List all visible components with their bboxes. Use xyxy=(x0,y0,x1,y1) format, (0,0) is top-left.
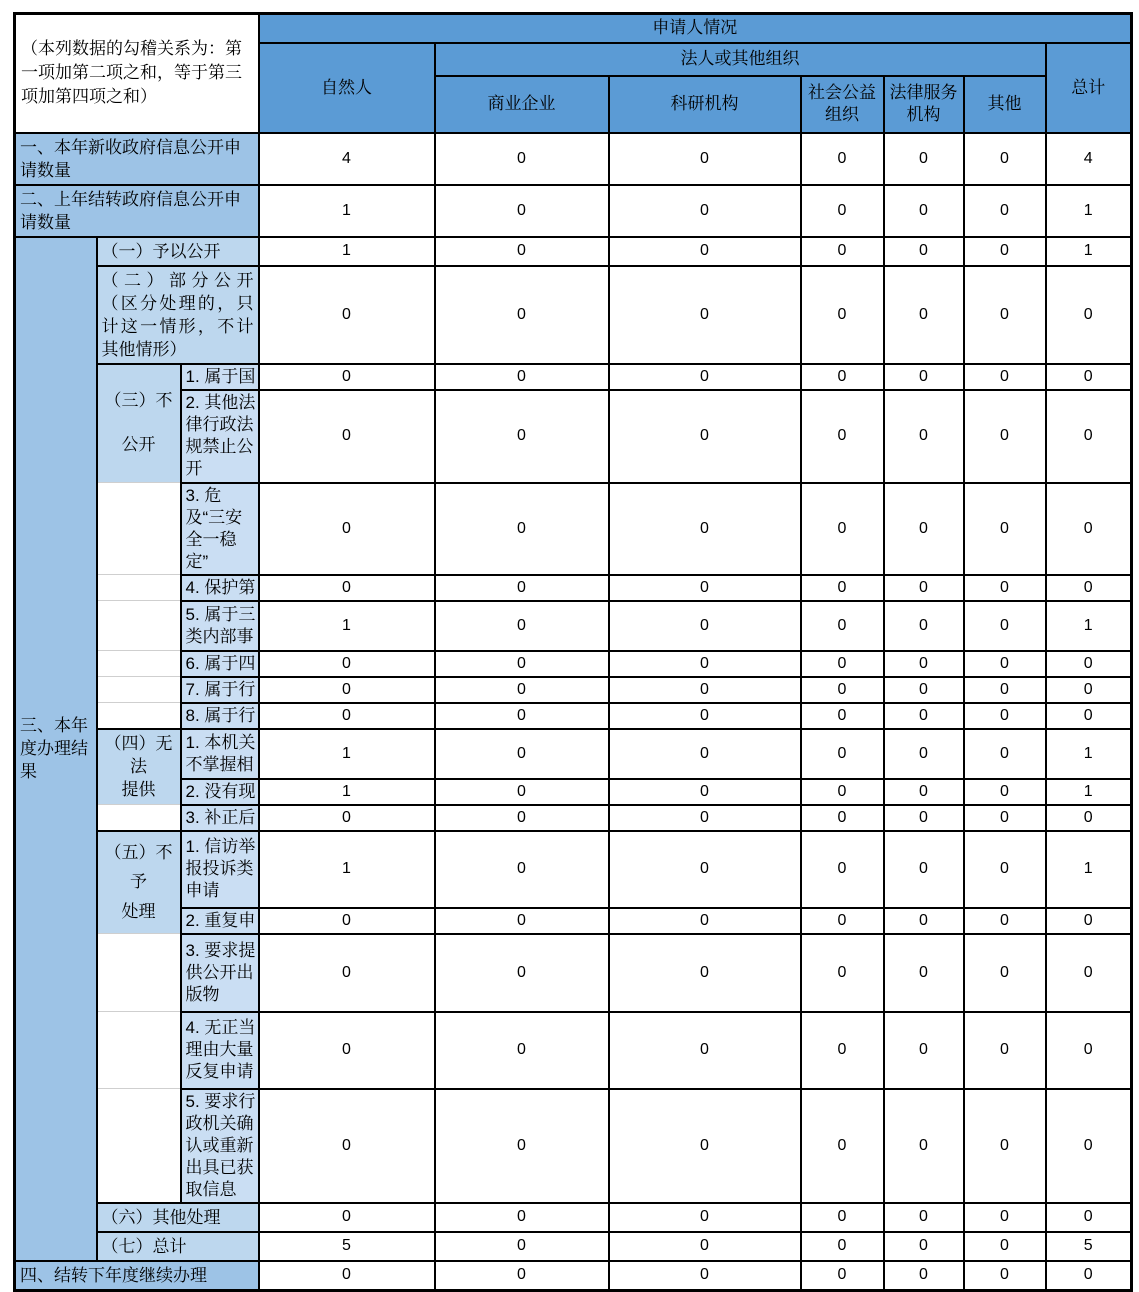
value-cell: 0 xyxy=(801,934,884,1012)
category-subtotal: （七）总计 xyxy=(97,1232,259,1261)
category-line: 予 xyxy=(130,872,147,892)
empty-cell xyxy=(97,703,181,729)
value-cell: 0 xyxy=(801,237,884,266)
value-cell: 0 xyxy=(964,1203,1046,1232)
value-cell: 0 xyxy=(1046,390,1132,483)
value-cell: 0 xyxy=(801,805,884,831)
value-cell: 0 xyxy=(1046,908,1132,934)
value-cell: 0 xyxy=(884,934,964,1012)
value-cell: 0 xyxy=(435,601,609,651)
value-cell: 0 xyxy=(964,133,1046,185)
value-cell: 0 xyxy=(801,651,884,677)
value-cell: 0 xyxy=(609,133,801,185)
value-cell: 0 xyxy=(435,1203,609,1232)
value-cell: 0 xyxy=(884,1232,964,1261)
value-cell: 0 xyxy=(801,364,884,390)
value-cell: 0 xyxy=(801,1089,884,1203)
value-cell: 0 xyxy=(435,934,609,1012)
value-cell: 0 xyxy=(435,729,609,779)
value-cell: 0 xyxy=(1046,703,1132,729)
value-cell: 1 xyxy=(259,831,435,908)
sub-item-label: 2. 重复申 xyxy=(181,908,259,934)
empty-cell xyxy=(97,651,181,677)
value-cell: 0 xyxy=(435,483,609,575)
value-cell: 0 xyxy=(259,1261,435,1291)
value-cell: 0 xyxy=(884,185,964,237)
value-cell: 0 xyxy=(884,805,964,831)
value-cell: 0 xyxy=(435,1012,609,1089)
sub-item-label: 3. 危及“三安全一稳定” xyxy=(181,483,259,575)
value-cell: 0 xyxy=(259,266,435,364)
value-cell: 0 xyxy=(884,575,964,601)
category-line: 公开 xyxy=(121,435,156,455)
value-cell: 0 xyxy=(964,908,1046,934)
value-cell: 0 xyxy=(964,483,1046,575)
value-cell: 1 xyxy=(259,237,435,266)
value-cell: 0 xyxy=(964,651,1046,677)
value-cell: 0 xyxy=(1046,1089,1132,1203)
value-cell: 5 xyxy=(259,1232,435,1261)
value-cell: 0 xyxy=(1046,651,1132,677)
header-total: 总计 xyxy=(1046,43,1132,133)
value-cell: 0 xyxy=(801,483,884,575)
header-natural-person: 自然人 xyxy=(259,43,435,133)
category-not-processed xyxy=(97,831,181,934)
value-cell: 0 xyxy=(1046,364,1132,390)
value-cell: 0 xyxy=(964,575,1046,601)
value-cell: 0 xyxy=(964,364,1046,390)
value-cell: 0 xyxy=(884,364,964,390)
sub-item-label: 3. 补正后 xyxy=(181,805,259,831)
sub-item-label: 3. 要求提供公开出版物 xyxy=(181,934,259,1012)
sub-item-label: 7. 属于行 xyxy=(181,677,259,703)
value-cell: 0 xyxy=(801,703,884,729)
value-cell: 0 xyxy=(884,1203,964,1232)
category-line: 法 xyxy=(130,756,147,776)
value-cell: 0 xyxy=(259,934,435,1012)
value-cell: 0 xyxy=(609,483,801,575)
value-cell: 0 xyxy=(609,703,801,729)
category-not-disclosed xyxy=(97,364,181,483)
value-cell: 0 xyxy=(964,1089,1046,1203)
category-line: （三）不 xyxy=(104,391,173,411)
value-cell: 0 xyxy=(259,908,435,934)
value-cell: 0 xyxy=(259,805,435,831)
category-line: （四）无 xyxy=(104,733,173,753)
value-cell: 0 xyxy=(884,831,964,908)
sub-item-label: 6. 属于四 xyxy=(181,651,259,677)
value-cell: 0 xyxy=(964,266,1046,364)
value-cell: 0 xyxy=(435,805,609,831)
value-cell: 0 xyxy=(884,483,964,575)
empty-cell xyxy=(97,1012,181,1089)
value-cell: 0 xyxy=(964,601,1046,651)
value-cell: 0 xyxy=(435,1089,609,1203)
value-cell: 0 xyxy=(1046,1012,1132,1089)
sub-item-label: 4. 保护第 xyxy=(181,575,259,601)
value-cell: 0 xyxy=(801,390,884,483)
value-cell: 0 xyxy=(801,1203,884,1232)
header-legal-service-org: 法律服务机构 xyxy=(884,76,964,133)
value-cell: 0 xyxy=(964,185,1046,237)
value-cell: 0 xyxy=(801,601,884,651)
sub-item-label: 2. 其他法律行政法规禁止公开 xyxy=(181,390,259,483)
value-cell: 0 xyxy=(884,908,964,934)
value-cell: 0 xyxy=(609,651,801,677)
value-cell: 0 xyxy=(1046,483,1132,575)
value-cell: 0 xyxy=(884,237,964,266)
empty-cell xyxy=(97,677,181,703)
value-cell: 0 xyxy=(609,677,801,703)
value-cell: 0 xyxy=(259,390,435,483)
value-cell: 0 xyxy=(884,779,964,805)
value-cell: 0 xyxy=(884,677,964,703)
value-cell: 0 xyxy=(964,1232,1046,1261)
value-cell: 0 xyxy=(1046,677,1132,703)
value-cell: 0 xyxy=(964,805,1046,831)
value-cell: 0 xyxy=(609,266,801,364)
value-cell: 0 xyxy=(964,831,1046,908)
value-cell: 0 xyxy=(435,575,609,601)
header-other-org: 其他 xyxy=(964,76,1046,133)
value-cell: 0 xyxy=(435,703,609,729)
sub-item-label: 1. 属于国 xyxy=(181,364,259,390)
value-cell: 0 xyxy=(964,390,1046,483)
value-cell: 0 xyxy=(435,779,609,805)
value-cell: 0 xyxy=(609,185,801,237)
category-line: （五）不 xyxy=(104,842,173,862)
value-cell: 0 xyxy=(1046,1261,1132,1291)
value-cell: 0 xyxy=(435,237,609,266)
value-cell: 0 xyxy=(1046,575,1132,601)
value-cell: 0 xyxy=(801,1012,884,1089)
value-cell: 0 xyxy=(964,934,1046,1012)
value-cell: 0 xyxy=(801,908,884,934)
sub-item-label: 4. 无正当理由大量反复申请 xyxy=(181,1012,259,1089)
value-cell: 0 xyxy=(964,1012,1046,1089)
sub-item-label: 2. 没有现 xyxy=(181,779,259,805)
empty-cell xyxy=(97,805,181,831)
value-cell: 0 xyxy=(609,1089,801,1203)
value-cell: 0 xyxy=(435,651,609,677)
header-legal-or-other-org: 法人或其他组织 xyxy=(435,43,1046,76)
value-cell: 0 xyxy=(884,601,964,651)
value-cell: 0 xyxy=(884,266,964,364)
category-other-handling: （六）其他处理 xyxy=(97,1203,259,1232)
value-cell: 0 xyxy=(609,601,801,651)
category-unable-to-provide-text xyxy=(99,732,179,802)
value-cell: 0 xyxy=(801,831,884,908)
value-cell: 0 xyxy=(259,1089,435,1203)
value-cell: 0 xyxy=(964,237,1046,266)
value-cell: 1 xyxy=(1046,237,1132,266)
category-partial: （二）部分公开（区分处理的，只计这一情形，不计其他情形） xyxy=(97,266,259,364)
value-cell: 1 xyxy=(259,185,435,237)
value-cell: 0 xyxy=(609,1012,801,1089)
value-cell: 0 xyxy=(801,1232,884,1261)
sub-item-label: 5. 属于三类内部事 xyxy=(181,601,259,651)
value-cell: 0 xyxy=(609,390,801,483)
value-cell: 0 xyxy=(435,831,609,908)
value-cell: 0 xyxy=(801,133,884,185)
value-cell: 1 xyxy=(1046,779,1132,805)
value-cell: 0 xyxy=(609,237,801,266)
header-research-institution: 科研机构 xyxy=(609,76,801,133)
empty-cell xyxy=(97,1089,181,1203)
value-cell: 0 xyxy=(609,908,801,934)
value-cell: 0 xyxy=(964,779,1046,805)
value-cell: 0 xyxy=(1046,934,1132,1012)
value-cell: 0 xyxy=(801,779,884,805)
value-cell: 0 xyxy=(435,185,609,237)
info-disclosure-table xyxy=(13,12,1133,1292)
value-cell: 0 xyxy=(964,703,1046,729)
empty-cell xyxy=(97,934,181,1012)
value-cell: 0 xyxy=(884,729,964,779)
value-cell: 0 xyxy=(884,1012,964,1089)
value-cell: 0 xyxy=(609,934,801,1012)
value-cell: 0 xyxy=(884,390,964,483)
value-cell: 0 xyxy=(884,133,964,185)
value-cell: 0 xyxy=(801,185,884,237)
header-applicant-situation: 申请人情况 xyxy=(259,14,1132,43)
value-cell: 1 xyxy=(259,729,435,779)
value-cell: 0 xyxy=(435,677,609,703)
value-cell: 0 xyxy=(259,677,435,703)
section-label-results: 三、本年度办理结果 xyxy=(15,237,97,1261)
value-cell: 0 xyxy=(884,1261,964,1291)
note-cell: （本列数据的勾稽关系为：第一项加第二项之和，等于第三项加第四项之和） xyxy=(15,14,259,133)
value-cell: 0 xyxy=(259,1203,435,1232)
value-cell: 0 xyxy=(609,729,801,779)
value-cell: 0 xyxy=(801,729,884,779)
category-line: 处理 xyxy=(121,901,156,921)
value-cell: 0 xyxy=(259,483,435,575)
value-cell: 0 xyxy=(1046,805,1132,831)
row-label-carry-to-next-year: 四、结转下年度继续办理 xyxy=(15,1261,259,1291)
value-cell: 0 xyxy=(884,651,964,677)
value-cell: 0 xyxy=(609,1261,801,1291)
value-cell: 1 xyxy=(1046,185,1132,237)
value-cell: 0 xyxy=(964,677,1046,703)
value-cell: 0 xyxy=(609,805,801,831)
value-cell: 0 xyxy=(259,703,435,729)
value-cell: 0 xyxy=(435,364,609,390)
category-not-disclosed-text xyxy=(99,368,179,479)
value-cell: 0 xyxy=(801,266,884,364)
report-table-container xyxy=(13,12,1133,1292)
value-cell: 0 xyxy=(964,729,1046,779)
value-cell: 0 xyxy=(259,364,435,390)
value-cell: 0 xyxy=(609,1232,801,1261)
header-commercial-enterprise: 商业企业 xyxy=(435,76,609,133)
value-cell: 1 xyxy=(259,779,435,805)
value-cell: 0 xyxy=(609,831,801,908)
empty-cell xyxy=(97,575,181,601)
value-cell: 1 xyxy=(1046,729,1132,779)
value-cell: 0 xyxy=(1046,1203,1132,1232)
value-cell: 0 xyxy=(609,779,801,805)
value-cell: 0 xyxy=(435,908,609,934)
category-not-processed-text xyxy=(99,834,179,930)
value-cell: 0 xyxy=(259,575,435,601)
value-cell: 0 xyxy=(435,1232,609,1261)
value-cell: 1 xyxy=(1046,601,1132,651)
header-social-welfare-org: 社会公益组织 xyxy=(801,76,884,133)
value-cell: 4 xyxy=(259,133,435,185)
value-cell: 0 xyxy=(259,651,435,677)
value-cell: 0 xyxy=(801,1261,884,1291)
empty-cell xyxy=(97,601,181,651)
category-granted: （一）予以公开 xyxy=(97,237,259,266)
value-cell: 5 xyxy=(1046,1232,1132,1261)
empty-cell xyxy=(97,483,181,575)
value-cell: 0 xyxy=(1046,266,1132,364)
value-cell: 0 xyxy=(884,703,964,729)
value-cell: 0 xyxy=(435,1261,609,1291)
value-cell: 0 xyxy=(801,575,884,601)
value-cell: 0 xyxy=(435,133,609,185)
value-cell: 1 xyxy=(1046,831,1132,908)
sub-item-label: 1. 本机关不掌握相 xyxy=(181,729,259,779)
sub-item-label: 8. 属于行 xyxy=(181,703,259,729)
row-label-new-requests: 一、本年新收政府信息公开申请数量 xyxy=(15,133,259,185)
value-cell: 0 xyxy=(435,266,609,364)
sub-item-label: 1. 信访举报投诉类申请 xyxy=(181,831,259,908)
row-label-carried-over: 二、上年结转政府信息公开申请数量 xyxy=(15,185,259,237)
value-cell: 0 xyxy=(609,575,801,601)
value-cell: 4 xyxy=(1046,133,1132,185)
value-cell: 1 xyxy=(259,601,435,651)
category-unable-to-provide xyxy=(97,729,181,805)
value-cell: 0 xyxy=(609,364,801,390)
value-cell: 0 xyxy=(884,1089,964,1203)
value-cell: 0 xyxy=(259,1012,435,1089)
value-cell: 0 xyxy=(609,1203,801,1232)
category-line: 提供 xyxy=(121,779,156,799)
sub-item-label: 5. 要求行政机关确认或重新出具已获取信息 xyxy=(181,1089,259,1203)
value-cell: 0 xyxy=(801,677,884,703)
value-cell: 0 xyxy=(435,390,609,483)
value-cell: 0 xyxy=(964,1261,1046,1291)
